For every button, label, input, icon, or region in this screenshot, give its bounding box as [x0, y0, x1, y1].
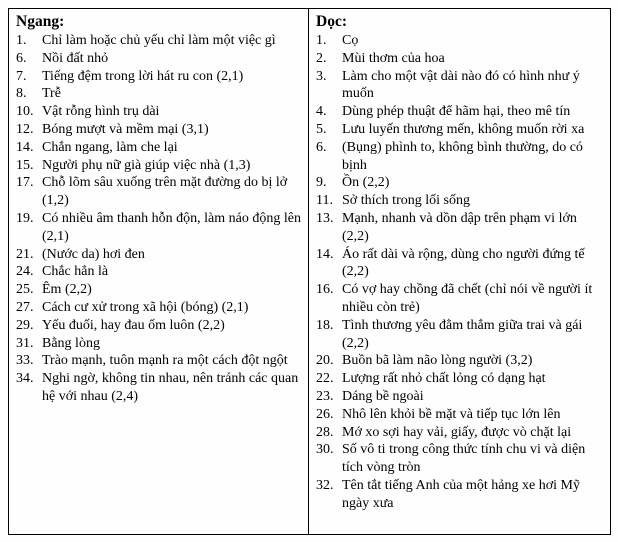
- clue-item: [14, 263, 304, 281]
- clue-item: [14, 103, 304, 121]
- clue-item: [314, 50, 606, 68]
- clue-item: [314, 370, 606, 388]
- clue-text: Tình thương yêu đằm thắm giữa trai và gái (2,2): [342, 317, 583, 351]
- clue-number: 24.: [16, 264, 34, 280]
- clue-item: [314, 192, 606, 210]
- clue-text: Bóng mượt và mềm mại (3,1): [42, 121, 209, 137]
- clue-text: Áo rất dài và rộng, dùng cho người đứng tế (2,2): [342, 246, 585, 280]
- clue-number: 14.: [316, 246, 334, 262]
- clue-number: 11.: [316, 193, 333, 209]
- clue-number: 9.: [316, 175, 327, 191]
- clue-number: 25.: [16, 282, 34, 298]
- across-column: [9, 9, 309, 535]
- clue-item: [14, 246, 304, 264]
- clue-text: Người phụ nữ già giúp việc nhà (1,3): [42, 157, 251, 173]
- clue-text: Ồn (2,2): [342, 175, 390, 191]
- clue-item: [314, 281, 606, 317]
- clue-item: [14, 335, 304, 353]
- clue-item: [314, 406, 606, 424]
- clue-number: 26.: [316, 406, 334, 422]
- clue-text: Cọ: [342, 33, 359, 48]
- crossword-clues-table: [8, 8, 611, 535]
- clue-text: Tên tắt tiếng Anh của một hảng xe hơi Mỹ ngày xưa: [342, 477, 580, 511]
- clue-item: [314, 32, 606, 50]
- clue-text: Mạnh, nhanh và dồn dập trên phạm vi lớn (2,2): [342, 210, 577, 244]
- clue-number: 23.: [316, 388, 334, 404]
- clue-item: [14, 157, 304, 175]
- clue-item: [314, 121, 606, 139]
- clue-number: 18.: [316, 317, 334, 333]
- clue-number: 1.: [316, 33, 327, 48]
- clue-item: [314, 68, 606, 104]
- clue-item: [14, 174, 304, 210]
- clue-text: Số vô ti trong công thức tính chu vi và diện tích vòng tròn: [342, 442, 586, 476]
- clue-text: (Bụng) phình to, không bình thường, do có bịnh: [342, 139, 583, 173]
- clue-item: [14, 121, 304, 139]
- clue-text: Trào mạnh, tuôn mạnh ra một cách đột ngột: [42, 353, 288, 369]
- clue-item: [314, 317, 606, 353]
- clue-item: [14, 281, 304, 299]
- down-clue-list: [314, 32, 606, 513]
- clue-item: [14, 32, 304, 50]
- clue-text: Buồn bã làm não lòng người (3,2): [342, 353, 533, 369]
- clue-item: [314, 424, 606, 442]
- clue-text: Mùi thơm của hoa: [342, 50, 445, 66]
- clue-text: Có nhiều âm thanh hỗn độn, làm náo động lên (2,1): [42, 210, 301, 244]
- clue-text: Làm cho một vật dài nào đó có hình như ý muốn: [342, 68, 580, 102]
- clue-item: [14, 139, 304, 157]
- clue-item: [14, 210, 304, 246]
- clue-number: 28.: [316, 424, 334, 440]
- clue-number: 10.: [16, 104, 34, 120]
- clue-item: [314, 139, 606, 175]
- clue-item: [314, 477, 606, 513]
- clue-text: Có vợ hay chồng đã chết (chỉ nói về người ít nhiều còn trẻ): [342, 282, 593, 315]
- clue-item: [14, 317, 304, 335]
- clue-number: 7.: [16, 68, 27, 84]
- down-header: Dọc:: [316, 13, 347, 30]
- clue-text: Mớ xo sợi hay vải, giấy, được vò chặt lại: [342, 424, 572, 440]
- clue-number: 29.: [16, 317, 34, 333]
- clue-item: [314, 352, 606, 370]
- across-clue-list: [14, 32, 304, 406]
- clue-number: 5.: [316, 121, 327, 137]
- clue-text: Chắn ngang, làm che lại: [42, 139, 178, 155]
- clue-text: Lưu luyến thương mến, không muốn rời xa: [342, 121, 585, 137]
- clue-text: Dùng phép thuật để hãm hại, theo mê tín: [342, 104, 571, 120]
- clue-number: 13.: [316, 210, 334, 226]
- clue-number: 34.: [16, 371, 34, 387]
- clue-text: Nghi ngờ, không tin nhau, nên tránh các quan hệ với nhau (2,4): [42, 371, 299, 404]
- clue-text: Bằng lòng: [42, 335, 100, 351]
- clue-number: 21.: [16, 246, 34, 262]
- clue-item: [14, 85, 304, 103]
- clue-item: [14, 370, 304, 406]
- across-header: Ngang:: [16, 13, 65, 30]
- clue-item: [314, 174, 606, 192]
- clue-number: 27.: [16, 299, 34, 315]
- clue-number: 30.: [316, 442, 334, 458]
- clue-number: 6.: [16, 50, 27, 66]
- clue-number: 2.: [316, 50, 327, 66]
- clue-text: (Nước da) hơi đen: [42, 246, 145, 262]
- clue-text: Chỗ lõm sâu xuống trên mặt đường do bị lở (1,2): [42, 175, 288, 209]
- clue-item: [314, 246, 606, 282]
- clue-item: [14, 68, 304, 86]
- clue-item: [14, 352, 304, 370]
- clue-text: Cách cư xử trong xã hội (bóng) (2,1): [42, 299, 249, 315]
- clue-number: 3.: [316, 68, 327, 84]
- clue-number: 33.: [16, 353, 34, 369]
- clue-number: 1.: [16, 33, 27, 48]
- clue-number: 14.: [16, 139, 34, 155]
- clue-number: 8.: [16, 86, 27, 102]
- clue-number: 19.: [16, 210, 34, 226]
- clue-text: Chỉ làm hoặc chủ yếu chỉ làm một việc gì: [42, 33, 276, 48]
- clue-text: Yếu đuối, hay đau ốm luôn (2,2): [42, 317, 225, 333]
- clue-item: [314, 210, 606, 246]
- down-column: [309, 9, 611, 535]
- clue-number: 4.: [316, 104, 327, 120]
- clue-number: 12.: [16, 121, 34, 137]
- clue-number: 22.: [316, 371, 334, 387]
- clue-item: [314, 103, 606, 121]
- clue-number: 6.: [316, 139, 327, 155]
- clue-number: 20.: [316, 353, 334, 369]
- clue-text: Sở thích trong lối sống: [342, 193, 470, 209]
- clue-text: Êm (2,2): [42, 282, 92, 298]
- clues-table-row: [9, 9, 611, 535]
- clue-text: Nhô lên khỏi bề mặt và tiếp tục lớn lên: [342, 406, 561, 422]
- clue-text: Tiếng đệm trong lời hát ru con (2,1): [42, 68, 244, 84]
- clue-text: Nồi đất nhỏ: [42, 50, 109, 66]
- clue-item: [314, 388, 606, 406]
- clue-number: 31.: [16, 335, 34, 351]
- clue-item: [314, 441, 606, 477]
- clue-text: Trễ: [42, 86, 61, 102]
- clue-item: [14, 299, 304, 317]
- clue-number: 17.: [16, 175, 34, 191]
- clue-text: Chắc hẳn là: [42, 264, 109, 280]
- clue-text: Lượng rất nhỏ chất lỏng có dạng hạt: [342, 371, 546, 387]
- clue-item: [14, 50, 304, 68]
- clue-number: 15.: [16, 157, 34, 173]
- clue-text: Dáng bề ngoài: [342, 388, 424, 404]
- clue-number: 32.: [316, 477, 334, 493]
- clue-text: Vật rỗng hình trụ dài: [42, 104, 160, 120]
- clue-number: 16.: [316, 282, 334, 298]
